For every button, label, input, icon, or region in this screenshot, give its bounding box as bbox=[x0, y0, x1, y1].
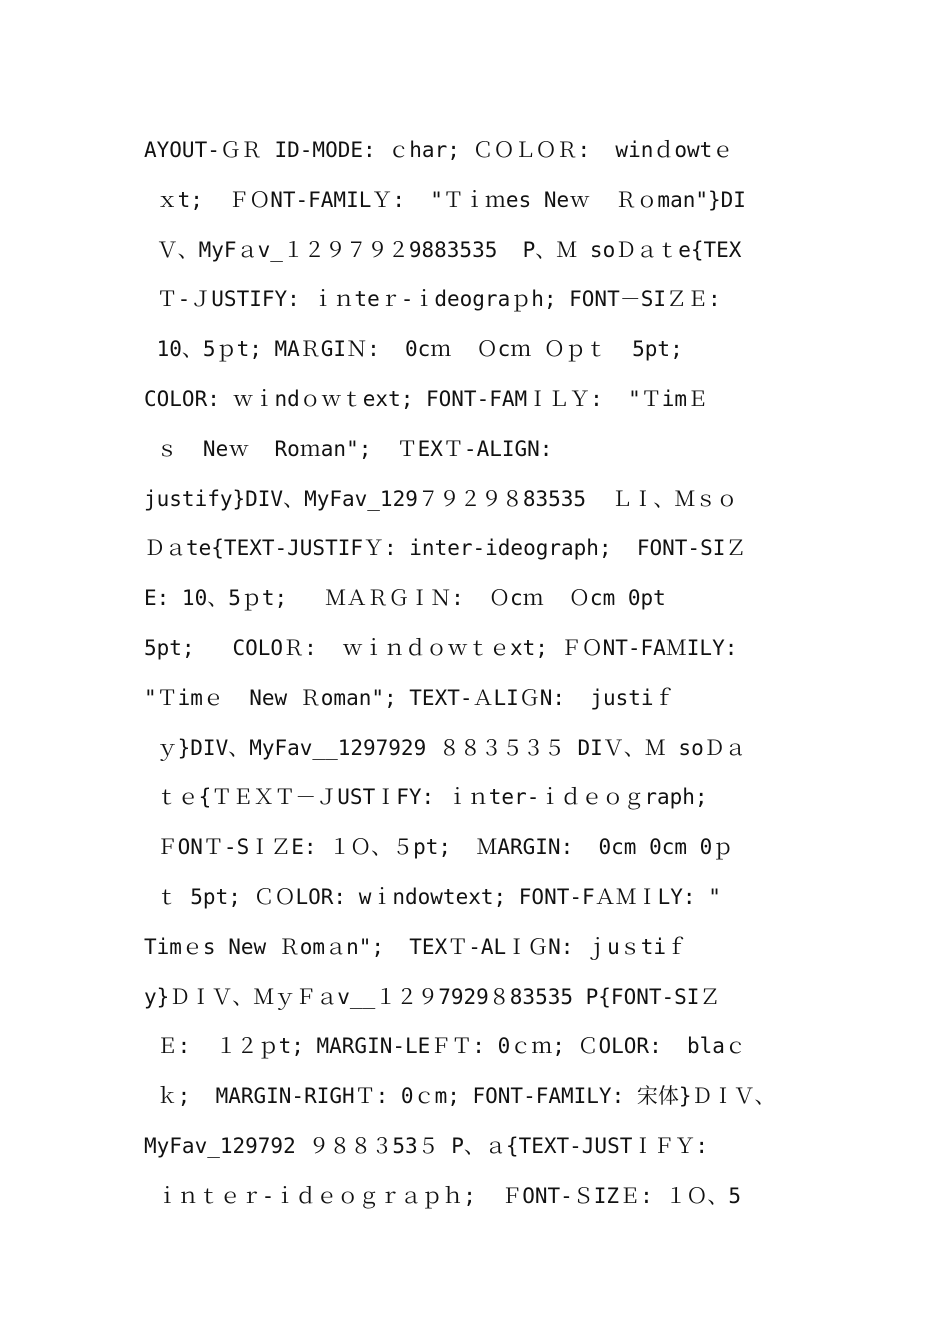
text-line-2: ｘt; ＦＯNT-FAMILＹ: "Ｔｉｍes Neｗ Ｒｏman"}DI bbox=[144, 187, 746, 212]
text-line-9: Ｄａte{TEXT-JUSTIFＹ: inter-ideograph; FONT-SIＺ bbox=[144, 536, 747, 561]
text-line-21: MyFav_129792 ９８８３53５ P、ａ{TEXT-JUSTＩＦＹ: bbox=[144, 1133, 721, 1158]
text-line-13: ｙ}DIV、MyFav__1297929 ８８３５３５ DIＶ、Ｍ soＤａ bbox=[144, 735, 746, 760]
text-line-22: ｉｎｔｅｒ-ｉｄｅｏｇｒａｐｈ; ＦONT-ＳIZＥ: １Ｏ、5 bbox=[144, 1183, 742, 1208]
text-line-5: 10、5ｐt; MAＲGIＮ: 0cｍ Ｏcｍ Ｏｐｔ 5pt; bbox=[144, 337, 683, 362]
text-line-1: AYOUT-ＧＲ ID-MODE: ｃhar; ＣＯＬＯＲ: winｄowtｅ bbox=[144, 138, 734, 162]
text-line-6: COLOR: ｗｉndｏｗｔext; FONT-FAMＩＬＹ: "ＴimＥ bbox=[144, 386, 709, 411]
document-body-text bbox=[144, 130, 834, 1226]
text-line-20: ｋ; MARGIN-RIGHＴ: 0ｃm; FONT-FAMILY: 宋体}ＤＩＶ、 bbox=[144, 1084, 776, 1109]
text-line-15: ＦONＴ-SＩＺE: １Ｏ、５pt; ＭARGIN: 0cm 0cm 0ｐ bbox=[144, 835, 734, 860]
text-line-14: ｔｅ{ＴＥＸＴ－ＪUSTＩFY: ｉｎter-ｉｄｅｏｇraph; bbox=[144, 785, 708, 810]
text-line-3: Ｖ、MyFａv_１２９７９２9883535 P、Ｍ soＤａｔe{TEX bbox=[144, 237, 742, 262]
text-line-16: ｔ 5pt; ＣＯLOR: wｉndowtext; FONT-FＡＭＩLY: " bbox=[144, 884, 721, 909]
text-line-10: E: 10、5ｐt; ＭＡＲＧＩＮ: Ｏcｍ Ｏcm 0pt bbox=[144, 586, 666, 611]
text-line-19: Ｅ: １２ｐt; MARGIN-LEＦＴ: 0ｃｍ; ＣOLOR: blaｃ bbox=[144, 1034, 746, 1059]
text-line-4: Ｔ-ＪUSTIFY: ｉｎteｒ-ｉdeograｐh; FONT－SIＺＥ: bbox=[144, 287, 734, 312]
text-line-17: Timｅs New Ｒomａn"; TEXＴ-ALＩＧN: ｊuｓtiｆ bbox=[144, 934, 688, 959]
text-line-11: 5pt; COLOＲ: ｗｉｎｄｏｗｔｅxt; ＦＯNT-FAＭILY: bbox=[144, 635, 751, 660]
text-line-7: ｓ Neｗ Roｍan"; ＴEXＴ-ALIGN: bbox=[144, 436, 566, 461]
text-line-12: "Ｔimｅ New Ｒoman"; TEXT-ＡLIＧN: justiｆ bbox=[144, 685, 675, 710]
text-line-8: justify}DIV、MyFav_129７９２９８83535 ＬＩ、Ｍｓｏ bbox=[144, 486, 738, 511]
text-line-18: y}ＤＩＶ、ＭｙＦａv__１２９7929８83535 P{FONT-SIＺ bbox=[144, 984, 721, 1009]
